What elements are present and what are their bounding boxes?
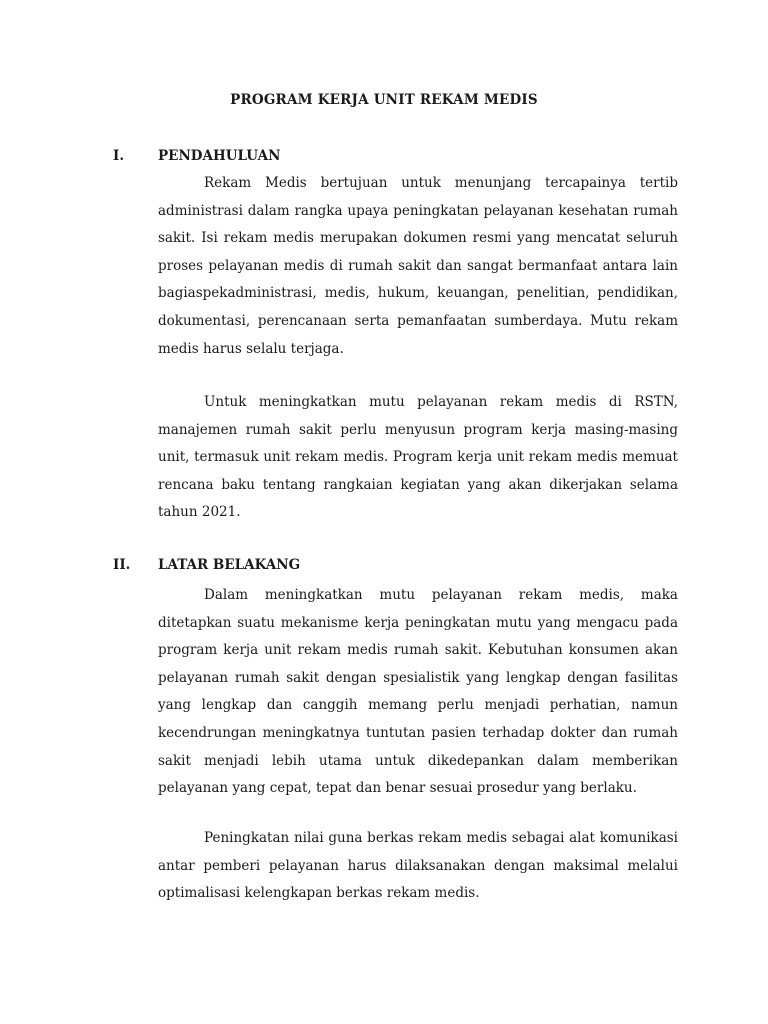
- paragraph: Rekam Medis bertujuan untuk menunjang tercapainya tertib administrasi dalam rangka upaya peningkatan pelayanan kesehatan rumah sakit. Isi rekam medis merupakan dokumen resmi yang mencatat seluruh proses pelayanan medis di rumah sakit dan sangat bermanfaat antara lain bagiaspekadministrasi, medis, hukum, keuangan, penelitian, pendidikan, dokumentasi, perencanaan serta pemanfaatan sumberdaya. Mutu rekam medis harus selalu terjaga.: [158, 175, 678, 357]
- paragraph: Untuk meningkatkan mutu pelayanan rekam medis di RSTN, manajemen rumah sakit perlu menyusun program kerja masing-masing unit, termasuk unit rekam medis. Program kerja unit rekam medis memuat rencana baku tentang rangkaian kegiatan yang akan dikerjakan selama tahun 2021.: [158, 394, 678, 521]
- document-title: PROGRAM KERJA UNIT REKAM MEDIS: [230, 92, 538, 108]
- section-number: I.: [113, 148, 125, 164]
- section-heading: PENDAHULUAN: [158, 148, 281, 164]
- section-number: II.: [113, 557, 131, 573]
- paragraph: Dalam meningkatkan mutu pelayanan rekam medis, maka ditetapkan suatu mekanisme kerja peningkatan mutu yang mengacu pada program kerja unit rekam medis rumah sakit. Kebutuhan konsumen akan pelayanan rumah sakit dengan spesialistik yang lengkap dengan fasilitas yang lengkap dan canggih memang perlu menjadi perhatian, namun kecendrungan meningkatnya tuntutan pasien terhadap dokter dan rumah sakit menjadi lebih utama untuk dikedepankan dalam memberikan pelayanan yang cepat, tepat dan benar sesuai prosedur yang berlaku.: [158, 587, 678, 797]
- section-heading: LATAR BELAKANG: [158, 557, 301, 573]
- paragraph: Peningkatan nilai guna berkas rekam medis sebagai alat komunikasi antar pemberi pelayanan harus dilaksanakan dengan maksimal melalui optimalisasi kelengkapan berkas rekam medis.: [158, 830, 678, 902]
